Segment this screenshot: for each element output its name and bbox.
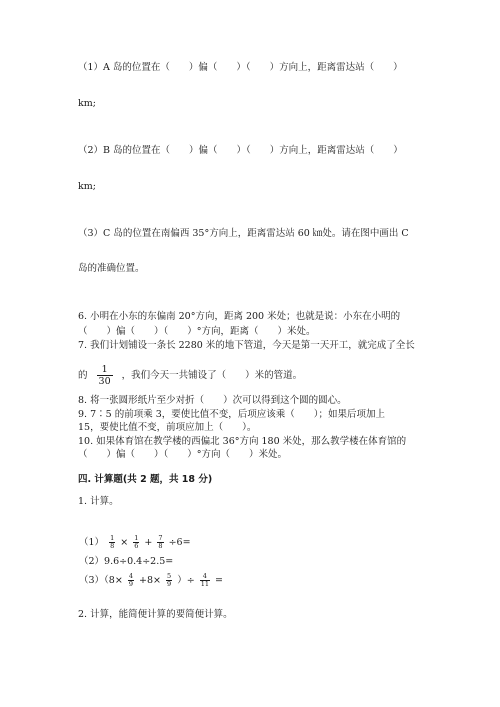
fraction-denominator: 9: [128, 580, 133, 588]
calc-1-item-2: （2）9.6÷0.4÷2.5=: [79, 556, 174, 567]
question-7-fraction: [97, 364, 113, 387]
calc-1-item-3: [79, 572, 223, 590]
question-8-line: 8. 将一张圆形纸片至少对折（ ）次可以得到这个圆的圆心。: [78, 395, 347, 406]
question-a-unit: km;: [78, 98, 96, 109]
fraction-denominator: 11: [200, 580, 209, 588]
item-3-prefix: （3）（8×: [79, 575, 123, 586]
fraction-numerator: 1: [97, 364, 113, 376]
question-9-line1: 9. 7∶5 的前项乘 3，要使比值不变，后项应该乘（ ）；如果后项加上: [78, 409, 386, 420]
operator-times: ×: [120, 537, 129, 548]
question-7-line1: 7. 我们计划铺设一条长 2280 米的地下管道，今天是第一天开工，就完成了全长: [78, 340, 415, 351]
question-c-line1: （3）C 岛的位置在南偏西 35°方向上，距离雷达站 60 ㎞处。请在图中画出 C: [78, 228, 409, 239]
fraction-numerator: 1: [110, 534, 115, 542]
calc-1-item-1: [79, 534, 191, 552]
fraction-3: [200, 573, 210, 588]
fraction-numerator: 5: [167, 572, 172, 580]
operator-plus: +: [144, 537, 153, 548]
fraction-numerator: 1: [134, 534, 139, 542]
fraction-denominator: 6: [134, 542, 139, 550]
fraction-denominator: 8: [110, 542, 115, 550]
question-9-line2: 15，要使比值不变，前项应加上（ ）。: [78, 422, 257, 433]
question-6-line1: 6. 小明在小东的东偏南 20°方向，距离 200 米处；也就是说：小东在小明的: [78, 311, 401, 322]
fraction-2: [133, 535, 139, 550]
fraction-3: [157, 535, 163, 550]
item-3-divide: ）÷: [177, 575, 195, 586]
calc-1-title: 1. 计算。: [78, 496, 119, 507]
fraction-denominator: 9: [167, 580, 172, 588]
fraction-numerator: 4: [200, 573, 210, 581]
fraction-1: [128, 573, 134, 588]
question-a-line: （1）A 岛的位置在（ ）偏（ ）（ ）方向上，距离雷达站（ ）: [78, 62, 403, 73]
question-10-line2: （ ）偏（ ）（ ）°方向（ ）米处。: [78, 449, 288, 460]
fraction-numerator: 4: [128, 572, 133, 580]
question-7-suffix: ，我们今天一共铺设了（ ）米的管道。: [121, 370, 303, 381]
fraction-denominator: 8: [158, 542, 163, 550]
calc-2-title: 2. 计算，能简便计算的要简便计算。: [78, 609, 233, 620]
question-7-line2: [78, 364, 302, 388]
fraction-denominator: 30: [98, 376, 111, 387]
fraction-1: [109, 535, 115, 550]
question-6-line2: （ ）偏（ ）（ ）°方向，距离（ ）米处。: [78, 326, 316, 337]
item-1-prefix: （1）: [79, 537, 105, 548]
question-7-prefix: 的: [78, 370, 88, 381]
fraction-2: [166, 573, 172, 588]
question-b-unit: km;: [78, 181, 96, 192]
question-b-line: （2）B 岛的位置在（ ）偏（ ）（ ）方向上，距离雷达站（ ）: [78, 145, 403, 156]
item-3-middle: +8×: [139, 575, 161, 586]
section-4-heading: 四. 计算题(共 2 题，共 18 分): [78, 474, 213, 485]
question-10-line1: 10. 如果体育馆在教学楼的西偏北 36°方向 180 米处，那么教学楼在体育馆的: [78, 436, 407, 447]
item-3-tail: =: [215, 575, 223, 586]
question-c-line2: 岛的准确位置。: [78, 263, 145, 274]
fraction-numerator: 7: [158, 534, 163, 542]
item-1-tail: ÷6=: [168, 537, 191, 548]
